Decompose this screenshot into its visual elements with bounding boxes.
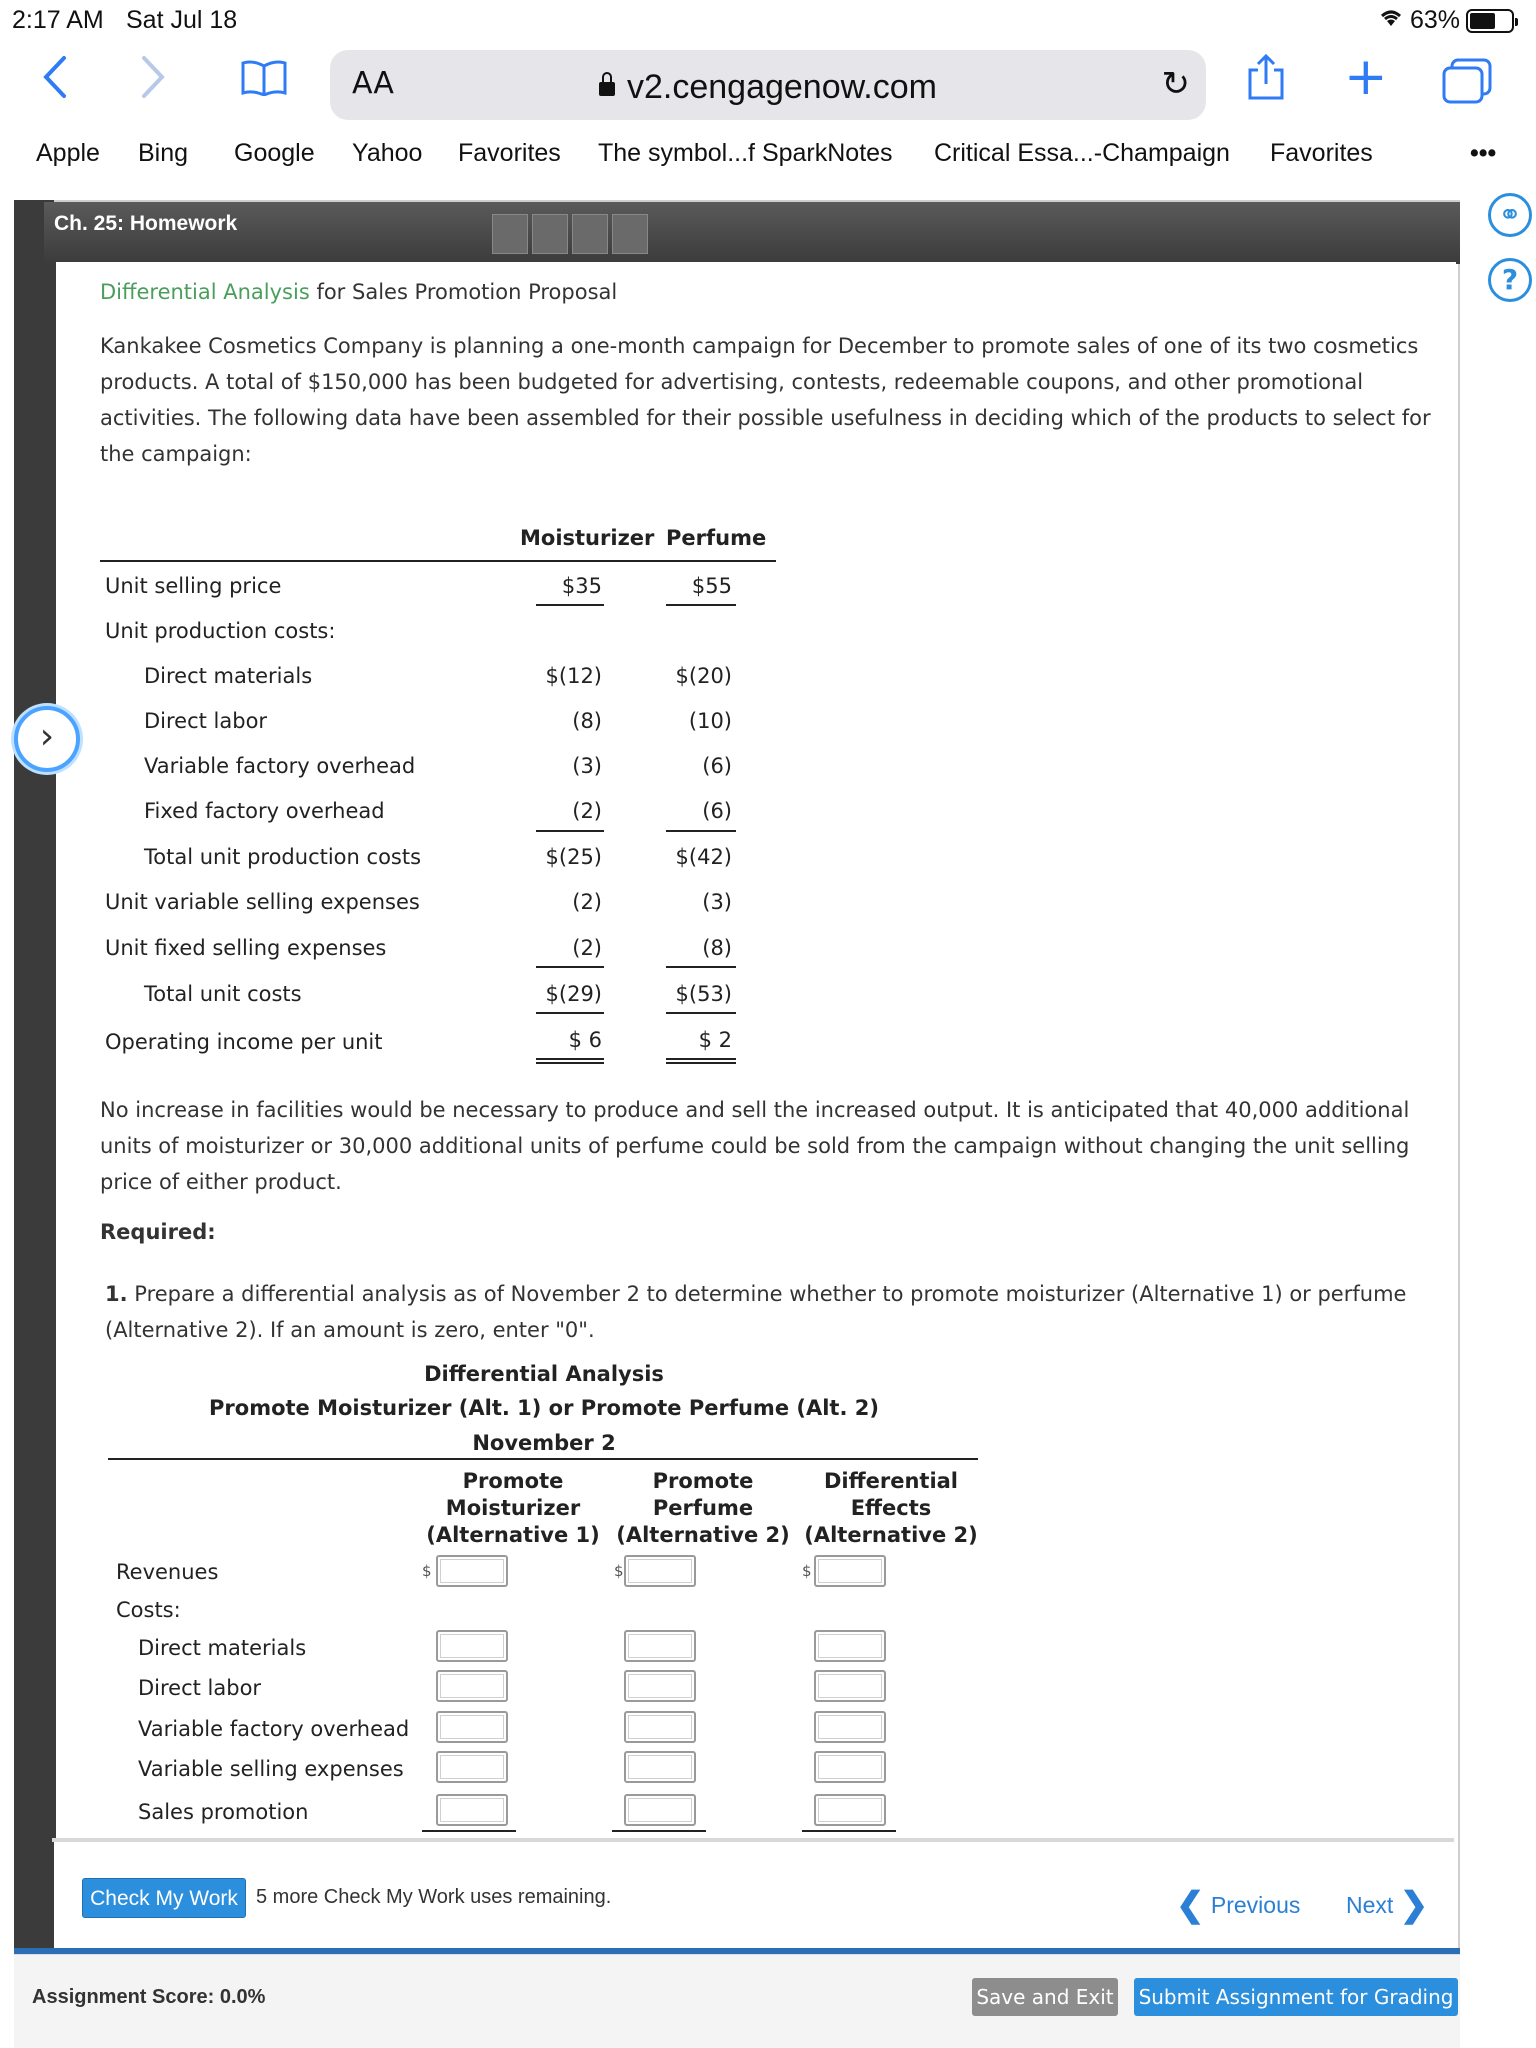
dollar-sign: $ — [422, 1562, 432, 1580]
bookmark-item[interactable]: Favorites — [458, 139, 561, 167]
moisturizer-value: (8) — [572, 709, 602, 733]
share-icon[interactable] — [1246, 52, 1286, 106]
row-costs: Costs: — [116, 1598, 181, 1622]
moisturizer-value: $(29) — [545, 982, 602, 1006]
header-tools — [492, 214, 648, 254]
check-my-work-button[interactable]: Check My Work — [82, 1878, 246, 1918]
row-revenues: Revenues — [116, 1560, 219, 1584]
row-label: Unit fixed selling expenses — [105, 936, 387, 960]
perfume-value: (3) — [702, 890, 732, 914]
double-underline — [536, 1058, 604, 1064]
row-label: Total unit costs — [144, 982, 302, 1006]
analysis-date: November 2 — [472, 1431, 616, 1455]
direct-materials-diff-input[interactable] — [814, 1630, 886, 1662]
sales-promotion-diff-input[interactable] — [814, 1794, 886, 1826]
perfume-value: $55 — [691, 574, 732, 598]
perfume-value: (6) — [702, 754, 732, 778]
assignment-score: Assignment Score: 0.0% — [32, 1986, 266, 2008]
variable-selling-expenses-diff-input[interactable] — [814, 1751, 886, 1783]
col-moisturizer: Moisturizer — [520, 526, 655, 550]
wifi-icon — [1378, 6, 1404, 35]
underline — [666, 830, 736, 832]
underline — [802, 1830, 896, 1832]
facilities-paragraph: No increase in facilities would be necessary to produce and sell the increased output. It is anticipated that 40,000 additional units of moisturizer or 30,000 additional units of perfume could be sold from the campaign without changing the unit selling price of either product. — [100, 1098, 1410, 1194]
bookmark-item[interactable]: Critical Essa...-Champaign — [934, 139, 1230, 167]
moisturizer-value: $35 — [561, 574, 602, 598]
reload-icon[interactable]: ↻ — [1161, 64, 1190, 104]
expand-panel-button[interactable]: › — [14, 706, 80, 772]
chevron-right-icon: ❯ — [1399, 1886, 1429, 1924]
sales-promotion-alt1-input[interactable] — [436, 1794, 508, 1826]
status-bar — [0, 0, 1536, 40]
underline — [422, 1830, 516, 1832]
revenues-alt2-input[interactable] — [624, 1555, 696, 1587]
moisturizer-value: $(25) — [545, 845, 602, 869]
revenues-alt1-input[interactable] — [436, 1555, 508, 1587]
bookmark-item[interactable]: Apple — [36, 139, 100, 167]
revenues-diff-input[interactable] — [814, 1555, 886, 1587]
uses-remaining: 5 more Check My Work uses remaining. — [256, 1886, 612, 1908]
perfume-value: $ 2 — [698, 1028, 732, 1052]
back-icon[interactable] — [40, 54, 70, 104]
row-label: Unit production costs: — [105, 619, 336, 643]
topic-link[interactable]: Differential Analysis — [100, 280, 310, 304]
chevron-left-icon: ❮ — [1176, 1886, 1205, 1924]
moisturizer-value: $(12) — [545, 664, 602, 688]
battery-percent: 63% — [1409, 6, 1460, 34]
row-variable-factory-overhead: Variable factory overhead — [138, 1717, 410, 1741]
variable-factory-overhead-alt2-input[interactable] — [624, 1711, 696, 1743]
row-variable-selling-expenses: Variable selling expenses — [138, 1757, 404, 1781]
perfume-value: (10) — [688, 709, 732, 733]
row-direct-labor: Direct labor — [138, 1676, 262, 1700]
notes-icon[interactable] — [612, 214, 648, 254]
col-diff-header: Differential Effects (Alternative 2) — [804, 1469, 978, 1547]
underline — [612, 1830, 706, 1832]
save-and-exit-button[interactable]: Save and Exit — [972, 1978, 1118, 2016]
underline — [536, 830, 604, 832]
underline — [536, 604, 604, 606]
moisturizer-value: $ 6 — [568, 1028, 602, 1052]
row-label: Direct labor — [144, 709, 268, 733]
lock-icon — [599, 82, 615, 96]
underline — [666, 966, 736, 968]
problem-title: Differential Analysis for Sales Promotion Proposal — [100, 280, 618, 304]
submit-assignment-button[interactable]: Submit Assignment for Grading — [1134, 1978, 1458, 2016]
battery-icon — [1466, 9, 1514, 33]
row-sales-promotion: Sales promotion — [138, 1800, 309, 1824]
dollar-sign: $ — [614, 1562, 624, 1580]
question-text: 1. Prepare a differential analysis as of November 2 to determine whether to promote moisturizer (Alternative 1) or perfume (Alternative 2). If an amount is zero, enter "0". — [105, 1282, 1407, 1342]
new-tab-icon[interactable]: + — [1344, 47, 1388, 107]
header-rule — [100, 560, 776, 562]
row-label: Direct materials — [144, 664, 313, 688]
required-heading: Required: — [100, 1220, 216, 1244]
underline — [536, 966, 604, 968]
moisturizer-value: (3) — [572, 754, 602, 778]
address-bar[interactable] — [330, 50, 1206, 120]
row-label: Unit variable selling expenses — [105, 890, 420, 914]
browser-toolbar — [0, 40, 1536, 130]
underline — [666, 1012, 736, 1014]
support-icon[interactable]: ⚭ — [1488, 193, 1532, 237]
bookmark-item[interactable]: Favorites — [1270, 139, 1373, 167]
bookmark-item[interactable]: Yahoo — [352, 139, 423, 167]
status-time: 2:17 AM — [12, 6, 104, 34]
dollar-sign: $ — [802, 1562, 812, 1580]
video-icon[interactable] — [532, 214, 568, 254]
underline — [666, 604, 736, 606]
direct-labor-alt2-input[interactable] — [624, 1670, 696, 1702]
previous-button[interactable]: ❮ Previous — [1176, 1886, 1301, 1924]
row-label: Operating income per unit — [105, 1030, 383, 1054]
perfume-value: $(42) — [675, 845, 732, 869]
row-label: Variable factory overhead — [144, 754, 416, 778]
perfume-value: $(20) — [675, 664, 732, 688]
moisturizer-value: (2) — [572, 799, 602, 823]
analysis-subtitle: Promote Moisturizer (Alt. 1) or Promote Perfume (Alt. 2) — [209, 1396, 879, 1420]
forward-icon[interactable] — [138, 54, 168, 104]
left-rail — [14, 200, 54, 1960]
direct-materials-alt2-input[interactable] — [624, 1630, 696, 1662]
ebook-icon[interactable] — [492, 214, 528, 254]
perfume-value: (6) — [702, 799, 732, 823]
bookmark-item[interactable]: Bing — [138, 139, 189, 167]
help-icon[interactable]: ? — [1488, 258, 1532, 302]
row-label: Fixed factory overhead — [144, 799, 385, 823]
variable-factory-overhead-alt1-input[interactable] — [436, 1711, 508, 1743]
col-alt2-header: Promote Perfume (Alternative 2) — [616, 1469, 790, 1547]
row-direct-materials: Direct materials — [138, 1636, 307, 1660]
perfume-value: $(53) — [675, 982, 732, 1006]
bookmark-item[interactable]: The symbol...f SparkNotes — [598, 139, 893, 167]
assignment-header — [44, 202, 1460, 264]
col-alt1-header: Promote Moisturizer (Alternative 1) — [426, 1469, 600, 1547]
direct-labor-diff-input[interactable] — [814, 1670, 886, 1702]
more-icon[interactable]: ••• — [1470, 139, 1497, 167]
direct-labor-alt1-input[interactable] — [436, 1670, 508, 1702]
underline — [536, 1012, 604, 1014]
col-perfume: Perfume — [666, 526, 767, 550]
variable-selling-expenses-alt2-input[interactable] — [624, 1751, 696, 1783]
variable-factory-overhead-diff-input[interactable] — [814, 1711, 886, 1743]
row-label: Unit selling price — [105, 574, 282, 598]
direct-materials-alt1-input[interactable] — [436, 1630, 508, 1662]
next-button[interactable]: Next ❯ — [1346, 1886, 1429, 1924]
calculator-icon[interactable] — [572, 214, 608, 254]
analysis-title: Differential Analysis — [424, 1362, 664, 1386]
tabs-icon[interactable] — [1442, 58, 1492, 108]
status-right — [1378, 6, 1514, 35]
perfume-value: (8) — [702, 936, 732, 960]
action-bar-separator — [52, 1838, 1454, 1842]
double-underline — [666, 1058, 736, 1064]
assignment-title: Ch. 25: Homework — [54, 212, 238, 235]
url-text[interactable]: v2.cengagenow.com — [330, 68, 1206, 107]
bookmarks-icon[interactable] — [240, 60, 288, 100]
moisturizer-value: (2) — [572, 890, 602, 914]
text-size-button[interactable]: AA — [352, 66, 394, 101]
variable-selling-expenses-alt1-input[interactable] — [436, 1751, 508, 1783]
moisturizer-value: (2) — [572, 936, 602, 960]
analysis-rule — [108, 1458, 978, 1460]
bookmark-item[interactable]: Google — [234, 139, 315, 167]
bookmarks-bar — [0, 135, 1536, 175]
row-label: Total unit production costs — [144, 845, 422, 869]
intro-paragraph: Kankakee Cosmetics Company is planning a one-month campaign for December to promote sales of one of its two cosmetics products. A total of $150,000 has been budgeted for advertising, contests, redeemable coupons, and other promotional activities. The following data have been assembled for their possible usefulness in deciding which of the products to select for the campaign: — [100, 334, 1431, 466]
sales-promotion-alt2-input[interactable] — [624, 1794, 696, 1826]
status-date: Sat Jul 18 — [126, 6, 238, 34]
